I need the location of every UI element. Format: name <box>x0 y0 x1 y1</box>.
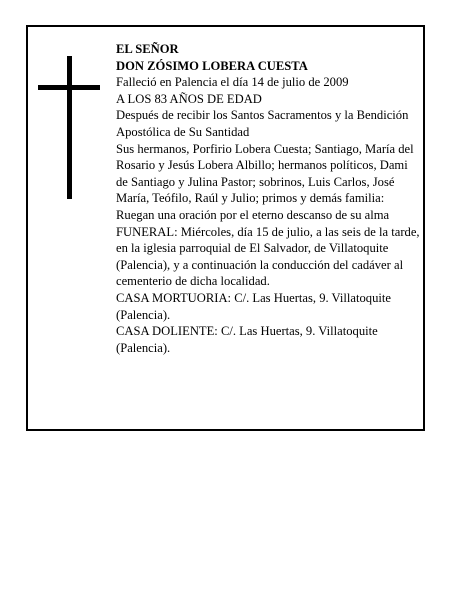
obituary-notice <box>26 25 425 431</box>
deceased-name: DON ZÓSIMO LOBERA CUESTA <box>116 58 308 73</box>
sacraments-statement: Después de recibir los Santos Sacramentos y la Bendición Apostólica de Su Santidad <box>116 108 409 139</box>
death-statement: Falleció en Palencia el día 14 de julio de 2009 <box>116 75 349 90</box>
cross-vertical-bar <box>67 56 72 199</box>
cross-horizontal-bar <box>38 85 100 90</box>
funeral-details: FUNERAL: Miércoles, día 15 de julio, a las seis de la tarde, en la iglesia parroquial de El Salvador, de Villatoquite (Palencia), y a continuación la conducción del cadáver al cementerio de dicha localidad. <box>116 224 420 289</box>
obituary-text <box>116 41 420 356</box>
prayer-request: Ruegan una oración por el eterno descanso de su alma <box>116 207 390 222</box>
family-statement: Sus hermanos, Porfirio Lobera Cuesta; Santiago, María del Rosario y Jesús Lobera Albillo; hermanos políticos, Dami de Santiago y Julina Pastor; sobrinos, Luis Carlos, José María, Teófilo, Raúl y Julio; primos y demás familia: <box>116 141 414 206</box>
mourning-address: CASA DOLIENTE: C/. Las Huertas, 9. Villatoquite (Palencia). <box>116 324 378 355</box>
age-statement: A LOS 83 AÑOS DE EDAD <box>116 91 262 106</box>
notice-title: EL SEÑOR <box>116 42 179 56</box>
mortuary-address: CASA MORTUORIA: C/. Las Huertas, 9. Villatoquite (Palencia). <box>116 290 391 322</box>
